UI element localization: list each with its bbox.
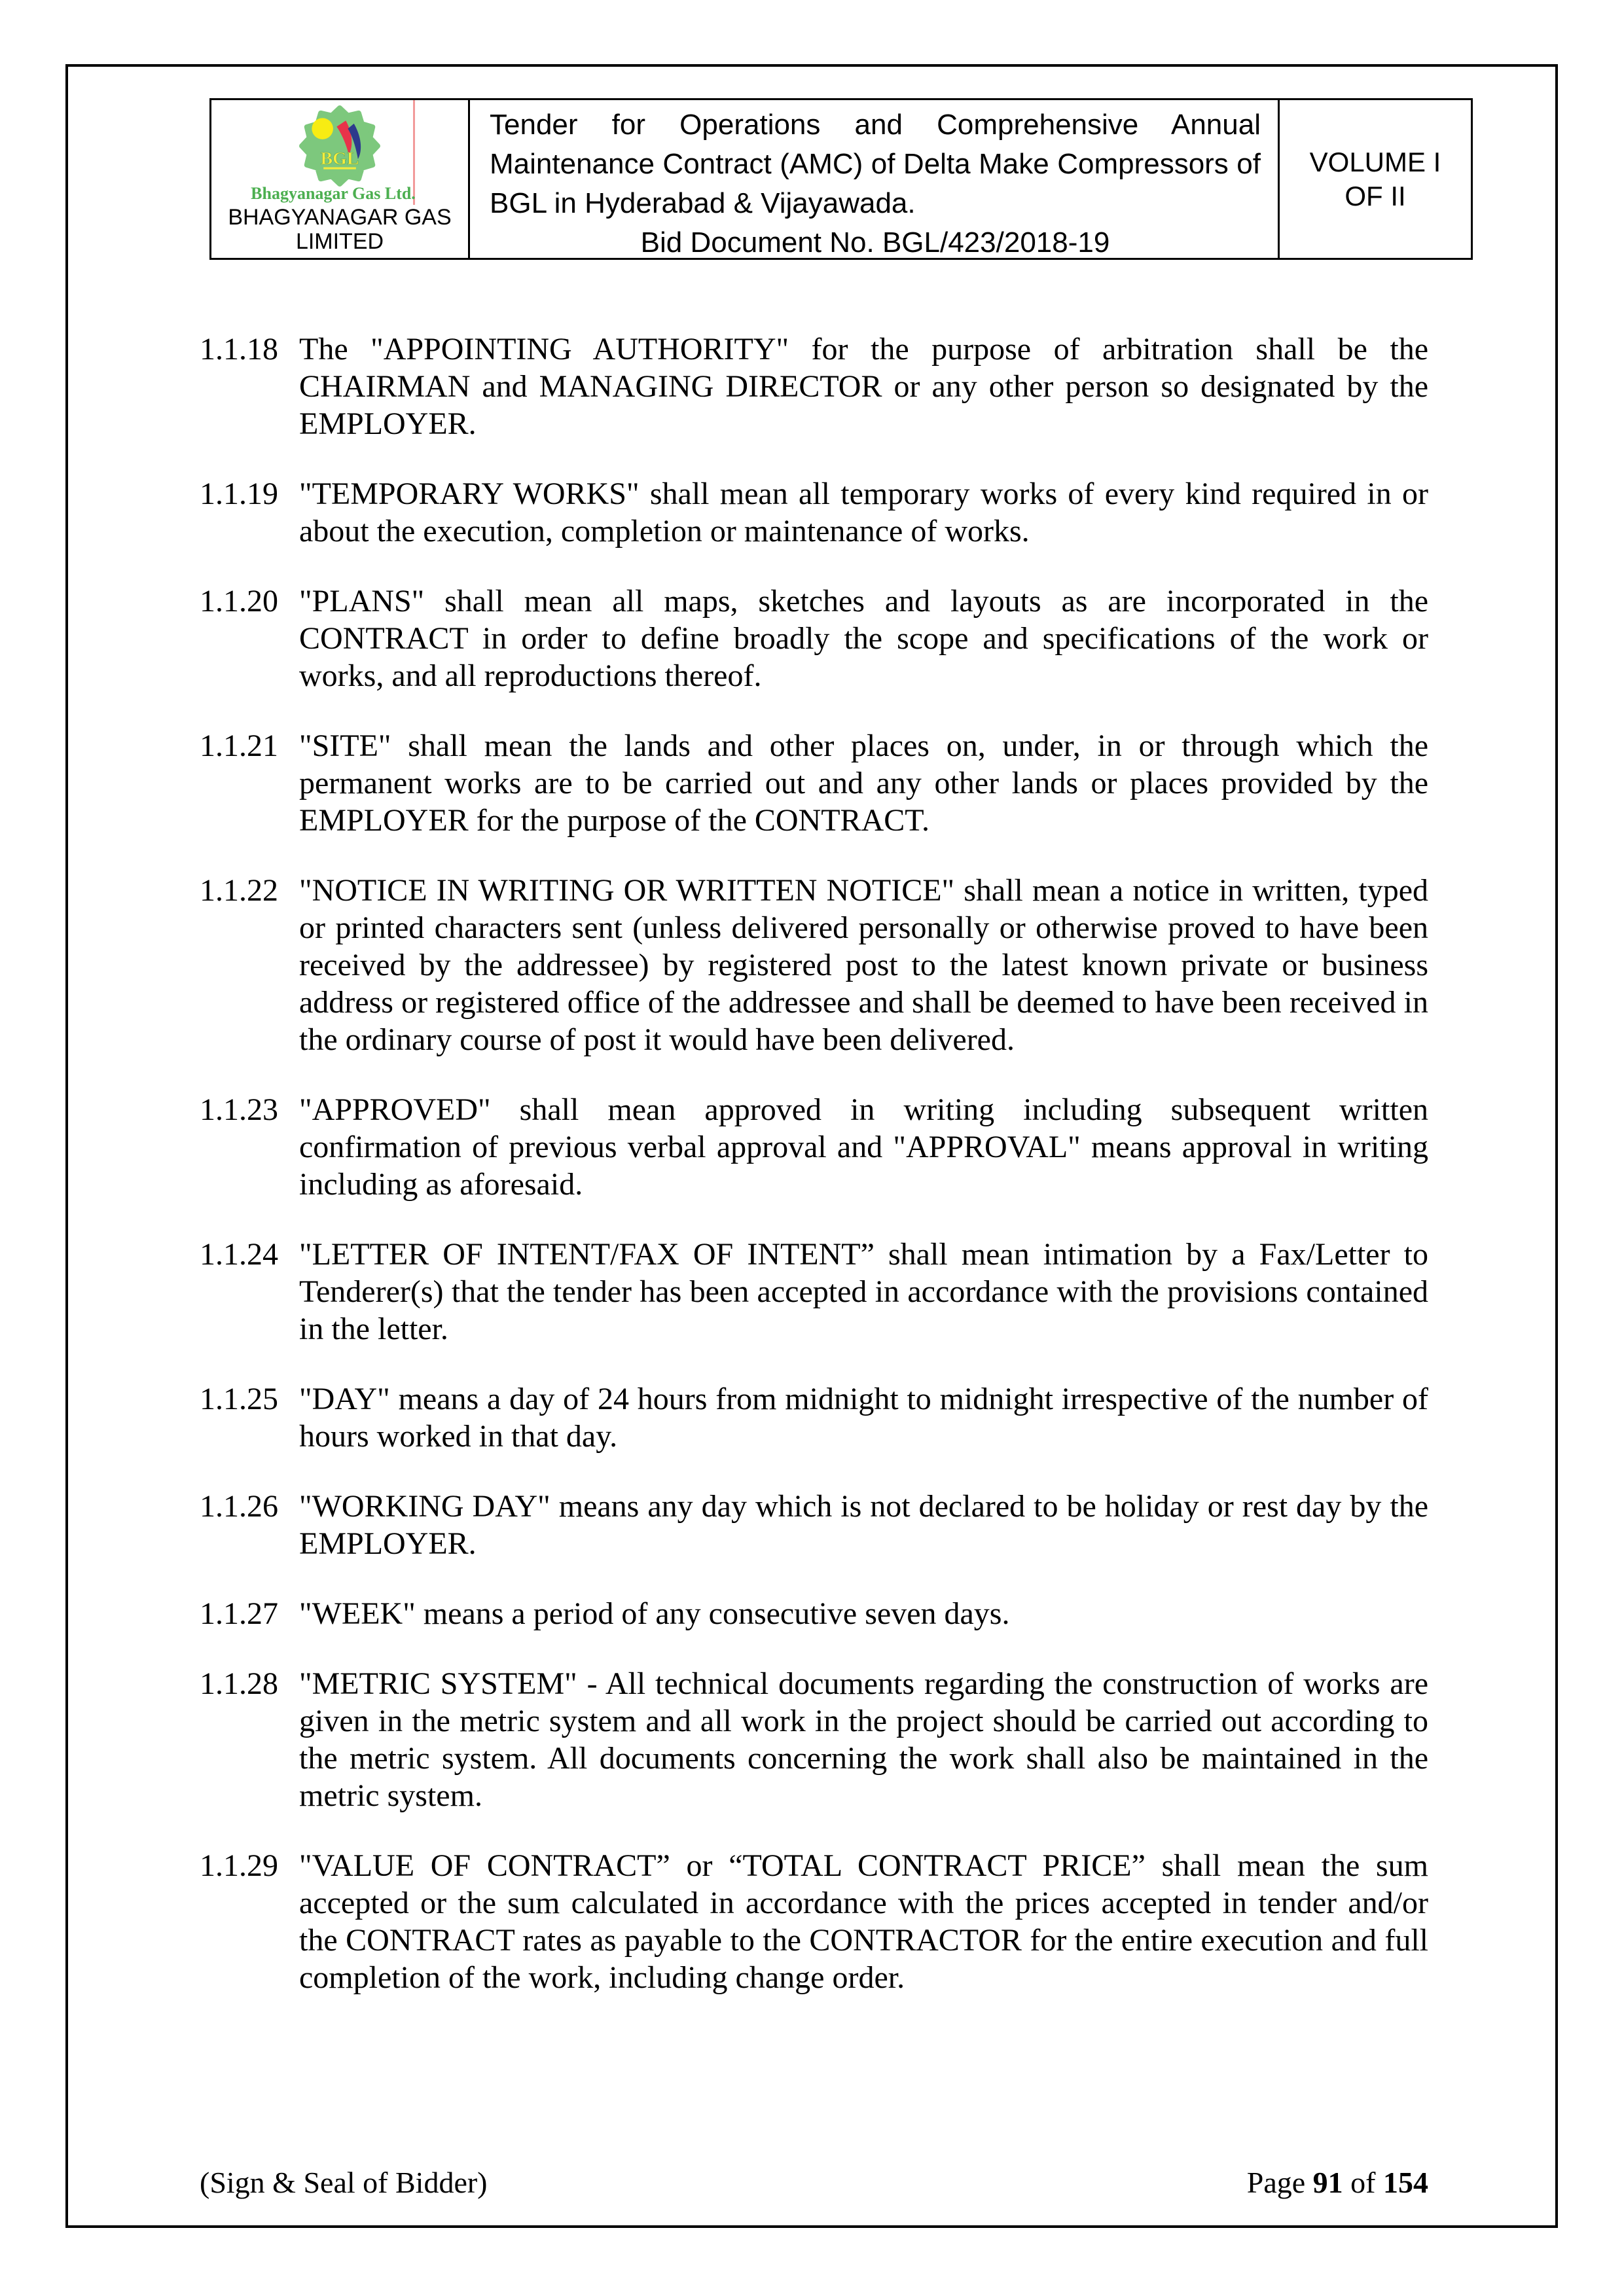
header-title-cell [470, 100, 1280, 258]
bid-document-number: Bid Document No. BGL/423/2018-19 [640, 226, 1110, 259]
clause-list [200, 331, 1428, 2029]
clause-number: 1.1.28 [200, 1666, 278, 1701]
logo-caption: Bhagyanagar Gas Ltd. [251, 184, 416, 203]
svg-text:BGL: BGL [320, 148, 359, 169]
tender-title: Tender for Operations and Comprehensive Annual Maintenance Contract (AMC) of Delta Make Compressors of BGL in Hyderabad & Vijayawada. [490, 109, 1261, 219]
clause-number: 1.1.27 [200, 1596, 278, 1631]
clause-number: 1.1.29 [200, 1848, 278, 1883]
clause-number: 1.1.22 [200, 873, 278, 908]
clause-number: 1.1.26 [200, 1489, 278, 1524]
clause-text: "VALUE OF CONTRACT” or “TOTAL CONTRACT PRICE” shall mean the sum accepted or the sum calculated in accordance with the prices accepted in tender and/or the CONTRACT rates as payable to the CONTRACTOR for the entire execution and full completion of the work, including change order. [299, 1848, 1428, 1995]
logo-green-blob [302, 108, 378, 184]
clause-number: 1.1.24 [200, 1237, 278, 1272]
logo-sun [312, 118, 333, 139]
clause-text: The "APPOINTING AUTHORITY" for the purpose of arbitration shall be the CHAIRMAN and MANAGING DIRECTOR or any other person so designated by the EMPLOYER. [299, 332, 1428, 441]
clause-1.1.28 [200, 1665, 1428, 1814]
volume-label: VOLUME I OF II [1309, 146, 1441, 211]
header-table [209, 98, 1473, 260]
clause-1.1.25 [200, 1380, 1428, 1455]
company-name: BHAGYANAGAR GAS LIMITED [228, 205, 452, 254]
sign-seal-note: (Sign & Seal of Bidder) [200, 2166, 488, 2199]
page-footer [200, 2165, 1428, 2200]
clause-text: "NOTICE IN WRITING OR WRITTEN NOTICE" shall mean a notice in written, typed or printed characters sent (unless delivered personally or otherwise proved to have been received by the addressee) by registered post to the latest known private or business address or registered office of the addressee and shall be deemed to have been received in the ordinary course of post it would have been delivered. [299, 873, 1428, 1057]
clause-number: 1.1.20 [200, 584, 278, 619]
clause-1.1.22 [200, 872, 1428, 1058]
clause-1.1.27 [200, 1595, 1428, 1632]
clause-number: 1.1.25 [200, 1382, 278, 1416]
clause-number: 1.1.18 [200, 332, 278, 367]
bgl-logo-icon [284, 105, 395, 187]
clause-number: 1.1.21 [200, 728, 278, 763]
page-of: of [1350, 2166, 1376, 2199]
clause-text: "LETTER OF INTENT/FAX OF INTENT” shall mean intimation by a Fax/Letter to Tenderer(s) that the tender has been accepted in accordance with the provisions contained in the letter. [299, 1237, 1428, 1346]
page-current: 91 [1312, 2166, 1343, 2199]
clause-text: "WEEK" means a period of any consecutive seven days. [299, 1596, 1010, 1631]
clause-text: "APPROVED" shall mean approved in writing including subsequent written confirmation of previous verbal approval and "APPROVAL" means approval in writing including as aforesaid. [299, 1092, 1428, 1202]
clause-1.1.18 [200, 331, 1428, 442]
clause-1.1.20 [200, 583, 1428, 694]
page-number [1247, 2165, 1428, 2200]
clause-text: "SITE" shall mean the lands and other places on, under, in or through which the permanent works are to be carried out and any other lands or places provided by the EMPLOYER for the purpose of the CONTRACT. [299, 728, 1428, 838]
volume-cell [1280, 100, 1471, 258]
clause-text: "PLANS" shall mean all maps, sketches and layouts as are incorporated in the CONTRACT in order to define broadly the scope and specifications of the work or works, and all reproductions thereof. [299, 584, 1428, 693]
page-label: Page [1246, 2166, 1306, 2199]
clause-text: "TEMPORARY WORKS" shall mean all temporary works of every kind required in or about the execution, completion or maintenance of works. [299, 476, 1428, 548]
clause-1.1.26 [200, 1488, 1428, 1562]
clause-1.1.21 [200, 727, 1428, 839]
clause-text: "WORKING DAY" means any day which is not declared to be holiday or rest day by the EMPLOYER. [299, 1489, 1428, 1561]
clause-number: 1.1.19 [200, 476, 278, 511]
clause-1.1.29 [200, 1847, 1428, 1996]
clause-1.1.23 [200, 1091, 1428, 1203]
clause-number: 1.1.23 [200, 1092, 278, 1127]
clause-1.1.19 [200, 475, 1428, 550]
clause-1.1.24 [200, 1236, 1428, 1348]
logo-cell [211, 100, 470, 258]
clause-text: "METRIC SYSTEM" - All technical documents regarding the construction of works are given in the metric system and all work in the project should be carried out according to the metric system. All documents concerning the work shall also be maintained in the metric system. [299, 1666, 1428, 1813]
page-total: 154 [1383, 2166, 1428, 2199]
clause-text: "DAY" means a day of 24 hours from midnight to midnight irrespective of the number of hours worked in that day. [299, 1382, 1428, 1454]
